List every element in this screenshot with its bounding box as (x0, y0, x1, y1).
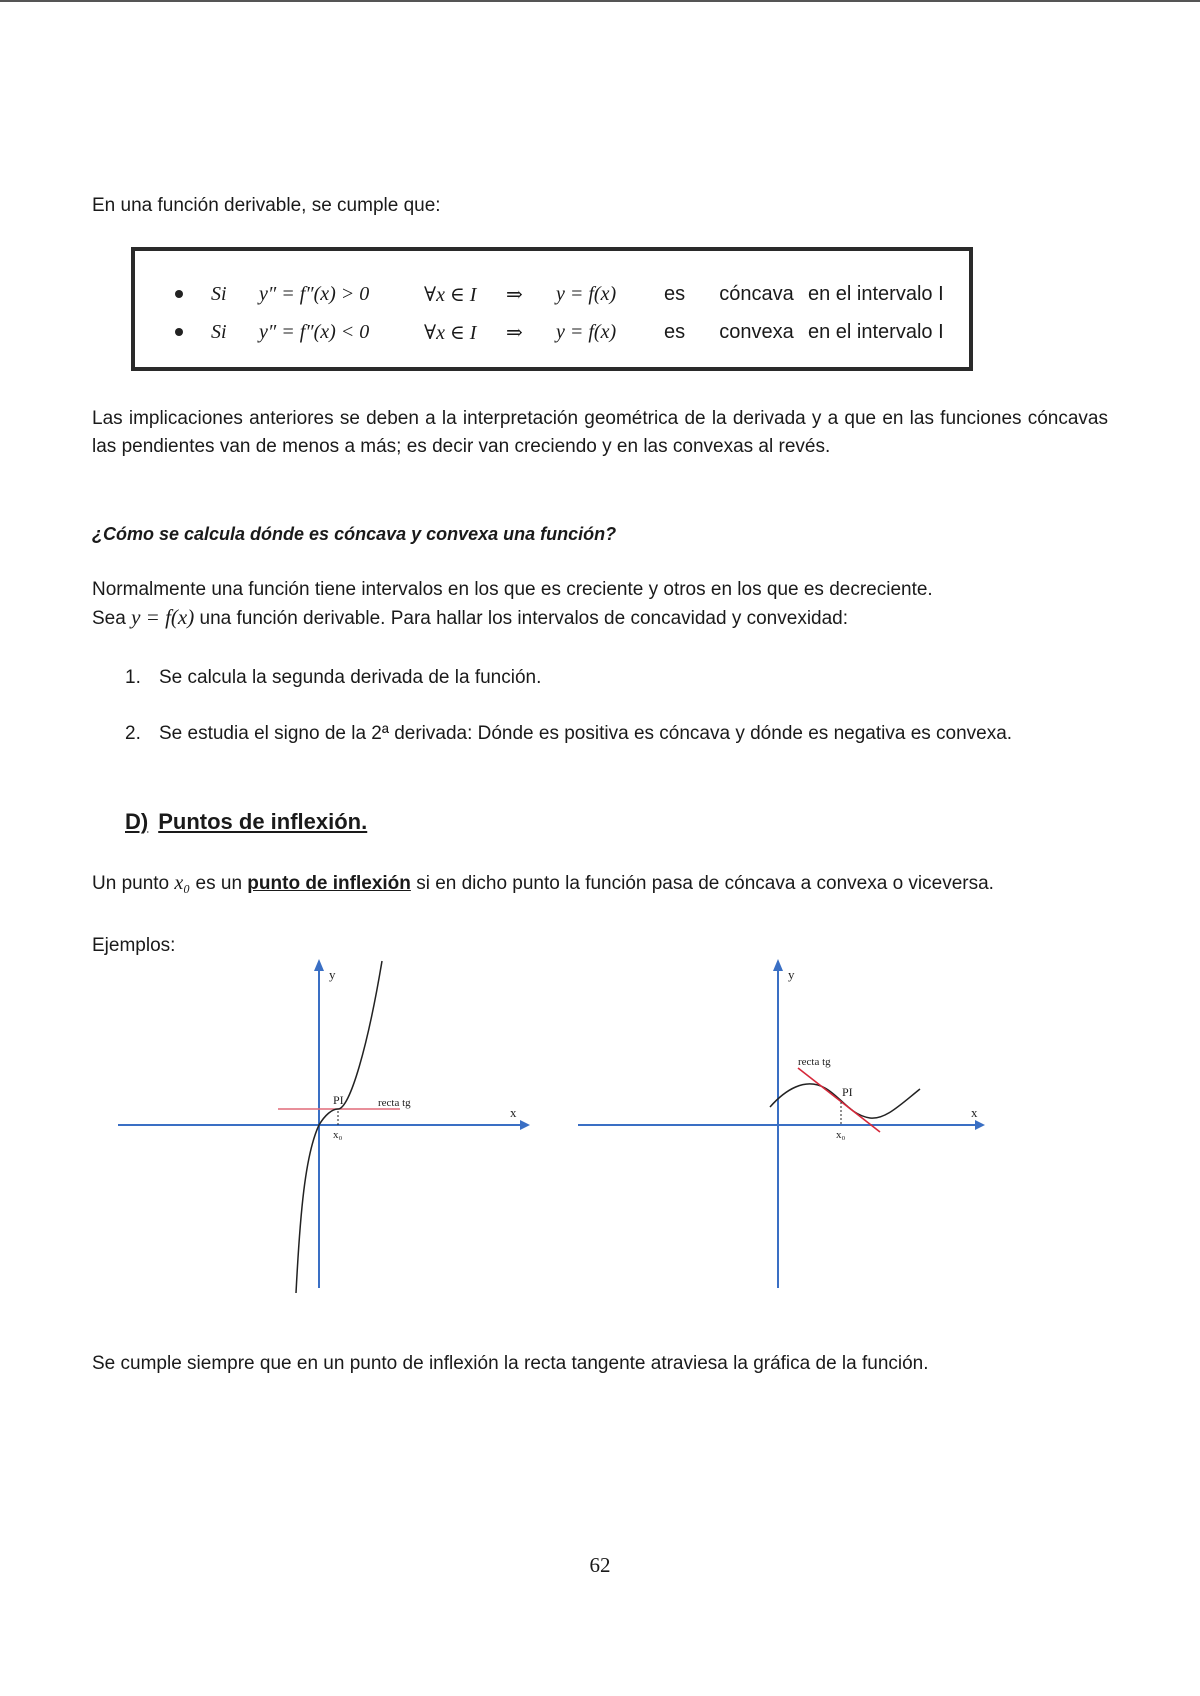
x-axis-arrow-icon (975, 1120, 985, 1130)
page-number: 62 (589, 1553, 611, 1577)
def-var: x₀ (174, 872, 191, 894)
rule-forall: ∀x ∈ I (424, 283, 477, 306)
rule-es: es (664, 282, 686, 305)
implies-arrow-icon: ⇒ (506, 283, 523, 306)
rule-condition: y″ = f″(x) > 0 (259, 282, 370, 305)
def-pre: Un punto (92, 873, 170, 894)
step-1 (125, 664, 541, 692)
intro-text: En una función derivable, se cumple que: (92, 195, 441, 216)
rule-condition: y″ = f″(x) < 0 (259, 320, 370, 343)
def-mid: es un (195, 873, 243, 894)
section-letter: D) (125, 809, 149, 834)
step-text: Se estudia el signo de la 2ª derivada: Dónde es positiva es cóncava y dónde es negativa es convexa. (159, 723, 1013, 744)
graph-example-1 (110, 955, 530, 1295)
x-axis-label: x (971, 1105, 978, 1120)
def-post: si en dicho punto la función pasa de cóncava a convexa o viceversa. (416, 873, 994, 894)
step-2 (125, 720, 1012, 748)
normally-text: Normalmente una función tiene intervalos en los que es creciente y otros en los que es decreciente. (92, 579, 933, 600)
section-heading (125, 808, 367, 836)
question-heading: ¿Cómo se calcula dónde es cóncava y convexa una función? (92, 524, 617, 544)
tangent-label: recta tg (798, 1056, 831, 1068)
bullet-icon (175, 290, 183, 298)
top-border-line (0, 0, 1200, 2)
x-axis-label: x (510, 1105, 517, 1120)
rule-convex (175, 315, 975, 349)
concavity-rules-box (131, 247, 973, 371)
y-axis-label: y (329, 967, 336, 982)
x-axis-arrow-icon (520, 1120, 530, 1130)
examples-label: Ejemplos: (92, 935, 176, 956)
graph-example-2 (575, 955, 995, 1295)
closing-text: Se cumple siempre que en un punto de inflexión la recta tangente atraviesa la gráfica de la función. (92, 1353, 929, 1374)
inflection-point-label: PI (842, 1085, 853, 1099)
tangent-line (798, 1068, 880, 1132)
x0-label: x₀ (333, 1129, 343, 1141)
inflection-definition (92, 869, 994, 898)
step-text: Se calcula la segunda derivada de la función. (159, 667, 542, 688)
function-curve (296, 961, 382, 1293)
section-title: Puntos de inflexión. (158, 809, 368, 834)
rule-concave (175, 277, 975, 311)
step-number: 1. (125, 667, 141, 688)
implies-arrow-icon: ⇒ (506, 321, 523, 344)
rule-forall: ∀x ∈ I (424, 321, 477, 344)
def-term: punto de inflexión (247, 873, 411, 894)
sea-post: una función derivable. Para hallar los intervalos de concavidad y convexidad: (199, 608, 849, 629)
rule-kind: cóncava (719, 282, 794, 305)
inflection-point-label: PI (333, 1093, 344, 1107)
y-axis-arrow-icon (314, 959, 324, 971)
y-axis-arrow-icon (773, 959, 783, 971)
rule-si: Si (211, 282, 227, 305)
rule-function: y = f(x) (556, 282, 617, 305)
rule-where: en el intervalo I (808, 282, 944, 305)
rule-kind: convexa (719, 320, 794, 343)
explanation-paragraph: Las implicaciones anteriores se deben a la interpretación geométrica de la derivada y a que en las funciones cóncavas las pendientes van de menos a más; es decir van creciendo y en las convexas al revés. (92, 408, 1108, 457)
rule-where: en el intervalo I (808, 320, 944, 343)
sea-pre: Sea (92, 608, 126, 629)
rule-function: y = f(x) (556, 320, 617, 343)
tangent-label: recta tg (378, 1097, 411, 1109)
bullet-icon (175, 328, 183, 336)
rule-es: es (664, 320, 686, 343)
x0-label: x₀ (836, 1129, 846, 1141)
y-axis-label: y (788, 967, 795, 982)
sea-formula: y = f(x) (131, 605, 195, 629)
rule-si: Si (211, 320, 227, 343)
sea-text (92, 603, 848, 633)
step-number: 2. (125, 723, 141, 744)
